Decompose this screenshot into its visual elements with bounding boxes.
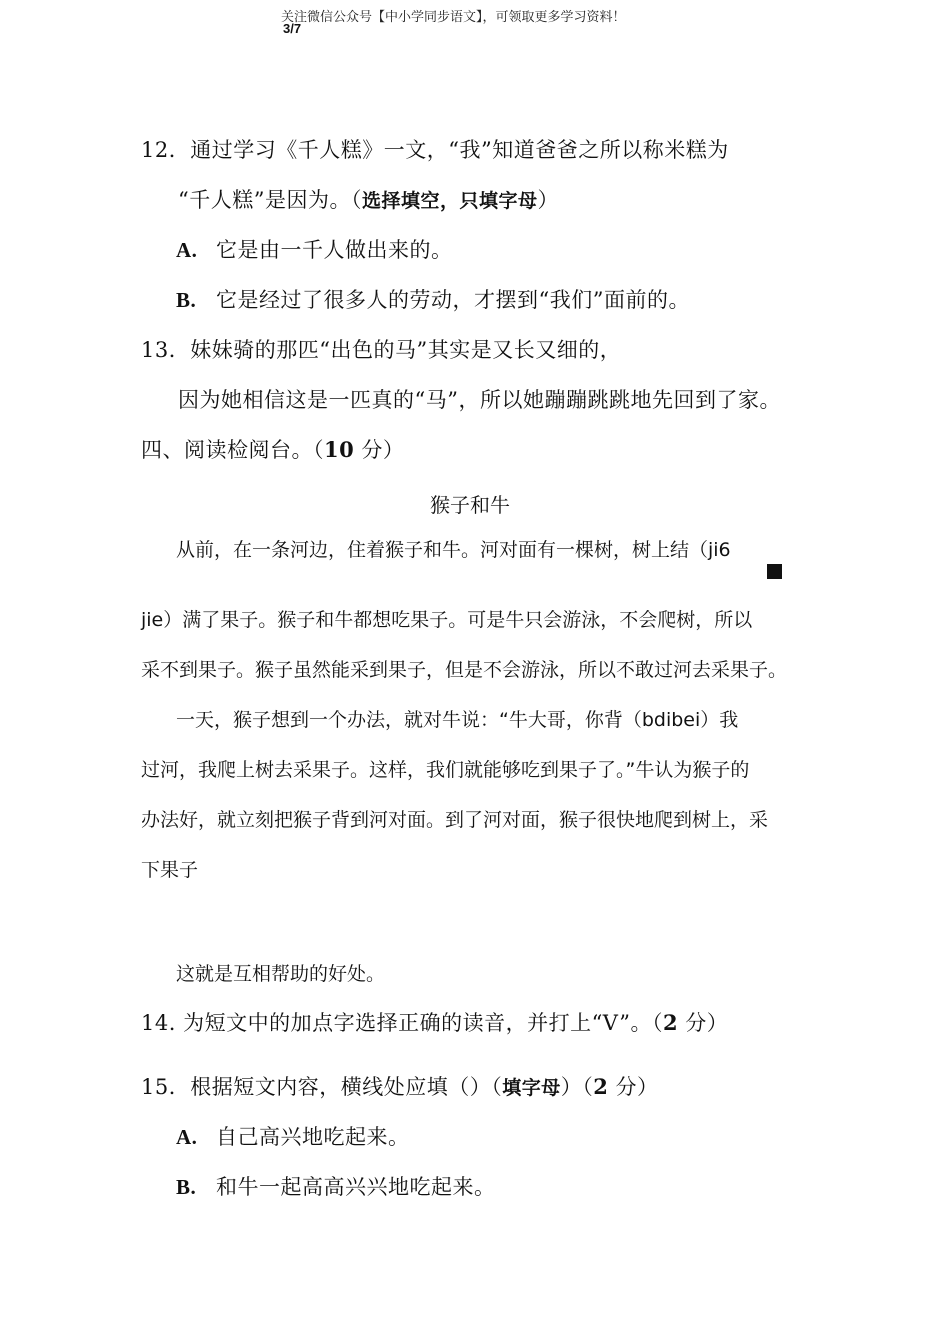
option-letter: B.	[176, 1175, 197, 1199]
question-14-text: 14. 为短文中的加点字选择正确的读音，并打上“V”。（	[141, 1011, 663, 1035]
story-line: 下果子	[141, 859, 199, 881]
question-12-option-a	[176, 234, 453, 264]
question-15-instruction: 填字母	[502, 1077, 561, 1099]
option-text: 自己高兴地吃起来。	[216, 1125, 410, 1149]
story-line: 这就是互相帮助的好处。	[176, 963, 386, 985]
story-line: 过河，我爬上树去采果子。这样，我们就能够吃到果子了。”牛认为猴子的	[141, 759, 750, 781]
option-text: 和牛一起高高兴兴地吃起来。	[216, 1175, 496, 1199]
question-13-line1: 13．妹妹骑的那匹“出色的马”其实是又长又细的，	[141, 338, 622, 362]
option-letter: B.	[176, 288, 197, 312]
section-4-score: 10	[324, 437, 355, 462]
header-notice: 关注微信公众号【中小学同步语文】，可领取更多学习资料！	[281, 10, 626, 25]
question-15	[141, 1071, 659, 1101]
section-4-heading-text: 四、阅读检阅台。（	[141, 438, 324, 462]
option-text: 它是经过了很多人的劳动，才摆到“我们”面前的。	[216, 288, 690, 312]
question-15-text-mid: ）（	[560, 1075, 594, 1099]
question-15-option-b	[176, 1171, 496, 1201]
question-12-line2	[178, 184, 559, 214]
question-12-option-b	[176, 284, 690, 314]
story-line: 一天，猴子想到一个办法，就对牛说：“牛大哥，你背（bdibei）我	[176, 709, 739, 731]
question-15-option-a	[176, 1121, 410, 1151]
section-4-heading-close: 分）	[354, 438, 405, 462]
question-14	[141, 1007, 728, 1037]
question-12-line2-text: “千人糕”是因为。（	[178, 188, 362, 212]
story-line: 办法好，就立刻把猴子背到河对面。到了河对面，猴子很快地爬到树上，采	[141, 809, 769, 831]
square-mark	[767, 564, 782, 579]
option-text: 它是由一千人做出来的。	[216, 238, 453, 262]
question-13-line2: 因为她相信这是一匹真的“马”，所以她蹦蹦跳跳地先回到了家。	[178, 388, 781, 412]
story-title: 猴子和牛	[430, 493, 510, 517]
question-12-line2-close: ）	[537, 188, 559, 212]
story-line: jie）满了果子。猴子和牛都想吃果子。可是牛只会游泳，不会爬树，所以	[141, 609, 753, 631]
option-letter: A.	[176, 238, 198, 262]
question-14-close: 分）	[678, 1011, 729, 1035]
question-12-instruction: 选择填空，只填字母	[361, 190, 538, 212]
page-number: 3/7	[283, 21, 302, 36]
story-line: 采不到果子。猴子虽然能采到果子，但是不会游泳，所以不敢过河去采果子。	[141, 659, 788, 681]
question-15-text: 15．根据短文内容，横线处应填（）（	[141, 1075, 503, 1099]
question-14-score: 2	[662, 1010, 679, 1035]
option-letter: A.	[176, 1125, 198, 1149]
question-12-line1: 12．通过学习《千人糕》一文，“我”知道爸爸之所以称米糕为	[141, 138, 729, 162]
question-15-score: 2	[593, 1074, 609, 1099]
question-15-close: 分）	[608, 1075, 659, 1099]
section-4-heading	[141, 434, 404, 464]
story-line: 从前，在一条河边，住着猴子和牛。河对面有一棵树，树上结（ji6	[176, 539, 731, 561]
